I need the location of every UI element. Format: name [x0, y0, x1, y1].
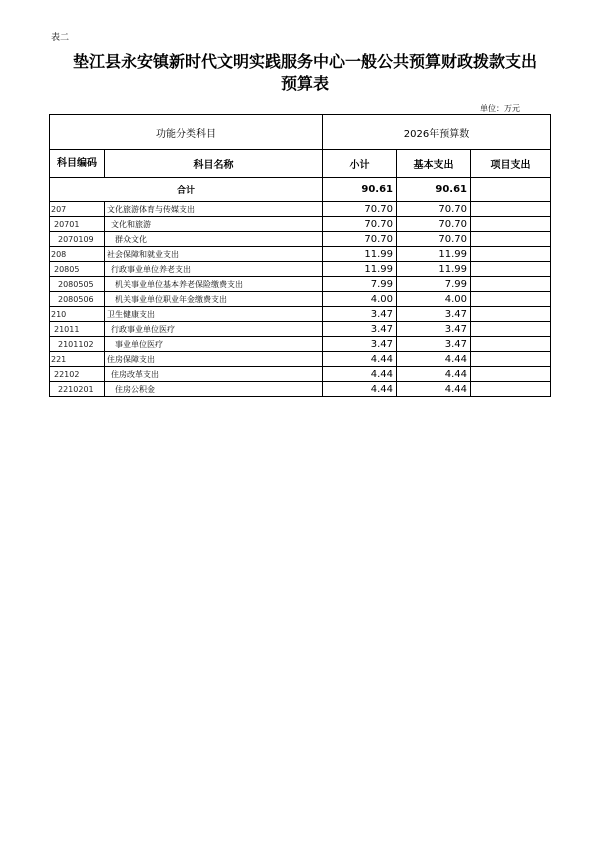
- row-code: 210: [50, 307, 105, 322]
- header-basic: 基本支出: [397, 150, 471, 178]
- row-basic: 70.70: [397, 202, 471, 217]
- header-row-sub: [50, 150, 551, 178]
- table-row: [50, 232, 551, 247]
- row-code: 22102: [50, 367, 105, 382]
- row-name: 社会保障和就业支出: [105, 247, 323, 262]
- row-subtotal: 3.47: [323, 322, 397, 337]
- budget-table: [49, 114, 551, 397]
- row-code: 207: [50, 202, 105, 217]
- row-subtotal: 11.99: [323, 262, 397, 277]
- row-basic: 70.70: [397, 232, 471, 247]
- unit-label: 单位：万元: [480, 104, 520, 113]
- row-basic: 3.47: [397, 307, 471, 322]
- table-row: [50, 247, 551, 262]
- row-subtotal: 7.99: [323, 277, 397, 292]
- row-subtotal: 3.47: [323, 307, 397, 322]
- table-row: [50, 382, 551, 397]
- row-name: 住房公积金: [105, 382, 323, 397]
- row-project: [471, 277, 551, 292]
- header-functional-category: 功能分类科目: [50, 115, 323, 150]
- row-basic: 70.70: [397, 217, 471, 232]
- table-row: [50, 367, 551, 382]
- row-subtotal: 4.44: [323, 352, 397, 367]
- row-name: 文化和旅游: [105, 217, 323, 232]
- header-subtotal: 小计: [323, 150, 397, 178]
- row-subtotal: 11.99: [323, 247, 397, 262]
- row-code: 221: [50, 352, 105, 367]
- row-basic: 11.99: [397, 262, 471, 277]
- row-code: 2210201: [50, 382, 105, 397]
- row-name: 行政事业单位医疗: [105, 322, 323, 337]
- row-project: [471, 352, 551, 367]
- total-subtotal: 90.61: [323, 178, 397, 202]
- row-subtotal: 3.47: [323, 337, 397, 352]
- row-code: 2080505: [50, 277, 105, 292]
- table-row: [50, 292, 551, 307]
- row-name: 群众文化: [105, 232, 323, 247]
- table-row: [50, 307, 551, 322]
- total-basic: 90.61: [397, 178, 471, 202]
- header-row-top: [50, 115, 551, 150]
- table-row: [50, 217, 551, 232]
- table-row: [50, 337, 551, 352]
- page-title: 垫江县永安镇新时代文明实践服务中心一般公共预算财政拨款支出: [72, 52, 537, 71]
- row-project: [471, 322, 551, 337]
- row-code: 20701: [50, 217, 105, 232]
- row-code: 208: [50, 247, 105, 262]
- row-name: 行政事业单位养老支出: [105, 262, 323, 277]
- row-name: 卫生健康支出: [105, 307, 323, 322]
- row-name: 住房保障支出: [105, 352, 323, 367]
- row-code: 2101102: [50, 337, 105, 352]
- table-row: [50, 322, 551, 337]
- row-subtotal: 4.00: [323, 292, 397, 307]
- total-project: [471, 178, 551, 202]
- row-basic: 3.47: [397, 322, 471, 337]
- row-basic: 4.44: [397, 382, 471, 397]
- row-name: 机关事业单位职业年金缴费支出: [105, 292, 323, 307]
- header-budget-year: 2026年预算数: [323, 115, 551, 150]
- row-subtotal: 4.44: [323, 382, 397, 397]
- row-subtotal: 70.70: [323, 202, 397, 217]
- row-project: [471, 202, 551, 217]
- header-name: 科目名称: [105, 150, 323, 178]
- row-name: 住房改革支出: [105, 367, 323, 382]
- row-code: 20805: [50, 262, 105, 277]
- row-code: 21011: [50, 322, 105, 337]
- row-project: [471, 367, 551, 382]
- row-basic: 4.44: [397, 352, 471, 367]
- row-subtotal: 70.70: [323, 232, 397, 247]
- table-row: [50, 277, 551, 292]
- row-subtotal: 70.70: [323, 217, 397, 232]
- row-basic: 7.99: [397, 277, 471, 292]
- row-name: 文化旅游体育与传媒支出: [105, 202, 323, 217]
- table-row: [50, 262, 551, 277]
- row-project: [471, 247, 551, 262]
- page-label: 表二: [51, 33, 70, 43]
- row-project: [471, 262, 551, 277]
- row-name: 事业单位医疗: [105, 337, 323, 352]
- row-name: 机关事业单位基本养老保险缴费支出: [105, 277, 323, 292]
- row-project: [471, 217, 551, 232]
- row-project: [471, 382, 551, 397]
- total-row: [50, 178, 551, 202]
- table-row: [50, 202, 551, 217]
- row-project: [471, 307, 551, 322]
- header-project: 项目支出: [471, 150, 551, 178]
- row-code: 2070109: [50, 232, 105, 247]
- total-label: 合计: [50, 178, 323, 202]
- row-basic: 11.99: [397, 247, 471, 262]
- row-subtotal: 4.44: [323, 367, 397, 382]
- row-project: [471, 337, 551, 352]
- row-basic: 4.44: [397, 367, 471, 382]
- row-basic: 3.47: [397, 337, 471, 352]
- row-basic: 4.00: [397, 292, 471, 307]
- table-row: [50, 352, 551, 367]
- row-project: [471, 292, 551, 307]
- row-code: 2080506: [50, 292, 105, 307]
- header-code: 科目编码: [50, 150, 105, 178]
- row-project: [471, 232, 551, 247]
- page-title-line2: 预算表: [280, 74, 329, 93]
